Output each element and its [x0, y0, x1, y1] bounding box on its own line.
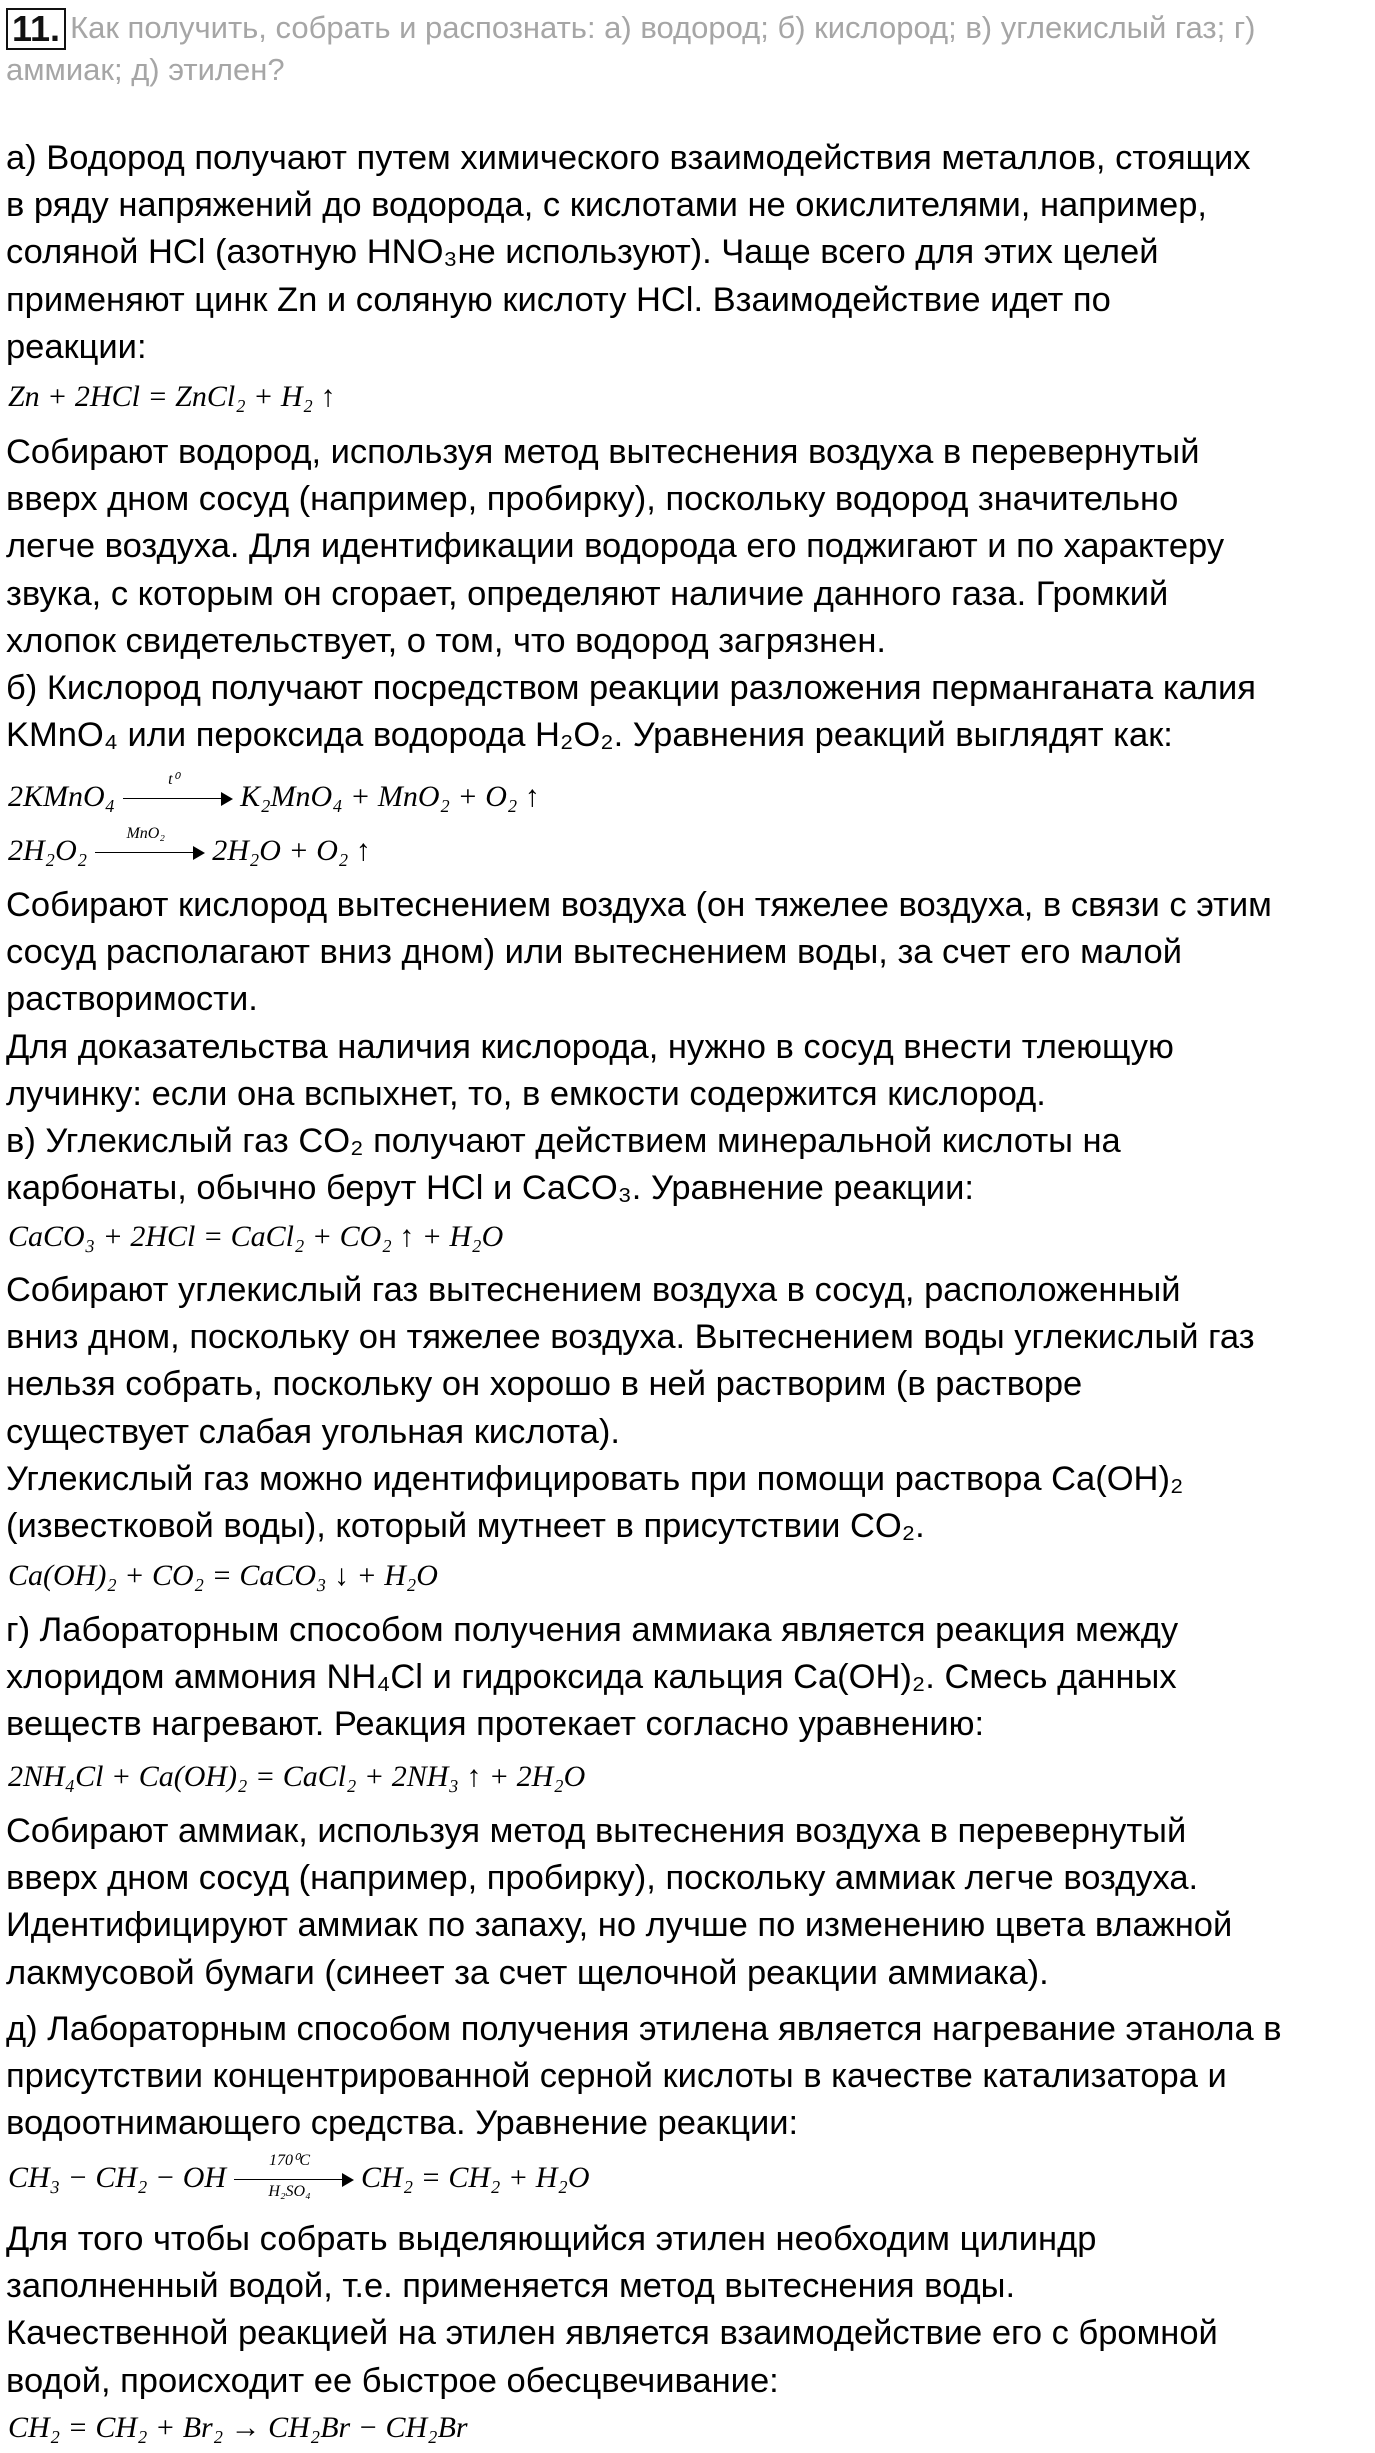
arrow-condition-below: H₂SO₄: [268, 2183, 311, 2201]
paragraph-ethylene-production: д) Лабораторным способом получения этилена является нагревание этанола в присутствии концентрированной серной кислоты в качестве катализатора и водоотнимающего средства. Уравнение реакции:: [6, 2010, 1282, 2143]
task-number: 11.: [6, 8, 66, 50]
equation-right: 2H₂O + O₂ ↑: [212, 834, 371, 867]
equation-left: 2H₂O₂: [8, 834, 88, 867]
equation-hydrogen: Zn + 2HCl = ZnCl₂ + H₂ ↑: [8, 380, 336, 413]
reaction-arrow: [234, 2152, 354, 2201]
task-question: Как получить, собрать и распознать: а) водород; б) кислород; в) углекислый газ; г) аммиак; д) этилен?: [6, 10, 1256, 87]
equation-left: CH₃ − CH₂ − OH: [8, 2161, 227, 2194]
arrow-condition-above: t⁰: [168, 771, 180, 789]
equation-right: K₂MnO₄ + MnO₂ + O₂ ↑: [240, 780, 540, 813]
equation-ethanol-dehydration: [8, 2152, 590, 2201]
equation-h2o2-decomposition: [8, 825, 371, 871]
paragraph-ethylene-collection: Для того чтобы собрать выделяющийся этилен необходим цилиндр заполненный водой, т.е. применяется метод вытеснения воды. Качественной реакцией на этилен является взаимодействие его с бромной водой, происходит ее быстрое обесцвечивание:: [6, 2220, 1218, 2400]
paragraph-hydrogen-production: а) Водород получают путем химического взаимодействия металлов, стоящих в ряду напряжений до водорода, с кислотами не окислителями, например, соляной HCl (азотную HNO₃не используют). Чаще всего для этих целей применяют цинк Zn и соляную кислоту HCl. Взаимодействие идет по реакции:: [6, 139, 1251, 366]
equation-right: CH₂ = CH₂ + H₂O: [361, 2161, 590, 2194]
paragraph-co2-collection: Собирают углекислый газ вытеснением воздуха в сосуд, расположенный вниз дном, поскольку он тяжелее воздуха. Вытеснением воды углекислый газ нельзя собрать, поскольку он хорошо в ней растворим (в растворе существует слабая угольная кислота). Углекислый газ можно идентифицировать при помощи раствора Ca(OH)₂ (известковой воды), который мутнеет в присутствии CO₂.: [6, 1271, 1255, 1546]
equation-limewater: Ca(OH)₂ + CO₂ = CaCO₃ ↓ + H₂O: [8, 1559, 438, 1592]
equation-kmno4-decomposition: [8, 771, 540, 817]
reaction-arrow: [123, 771, 233, 809]
equation-bromine-water: CH₂ = CH₂ + Br₂ → CH₂Br − CH₂Br: [8, 2411, 468, 2444]
reaction-arrow: [95, 825, 205, 863]
equation-ammonia: 2NH₄Cl + Ca(OH)₂ = CaCl₂ + 2NH₃ ↑ + 2H₂O: [8, 1760, 586, 1793]
arrow-condition-above: MnO₂: [126, 825, 165, 843]
paragraph-ammonia-production: г) Лабораторным способом получения аммиака является реакция между хлоридом аммония NH₄Cl и гидроксида кальция Ca(OH)₂. Смесь данных веществ нагревают. Реакция протекает согласно уравнению:: [6, 1611, 1179, 1744]
equation-left: 2KMnO₄: [8, 780, 116, 813]
paragraph-ammonia-collection: Собирают аммиак, используя метод вытеснения воздуха в перевернутый вверх дном сосуд (например, пробирку), поскольку аммиак легче воздуха. Идентифицируют аммиак по запаху, но лучше по изменению цвета влажной лакмусовой бумаги (синеет за счет щелочной реакции аммиака).: [6, 1812, 1233, 1992]
paragraph-oxygen-collection-co2-production: Собирают кислород вытеснением воздуха (он тяжелее воздуха, в связи с этим сосуд располагают вниз дном) или вытеснением воды, за счет его малой растворимости. Для доказательства наличия кислорода, нужно в сосуд внести тлеющую лучинку: если она вспыхнет, то, в емкости содержится кислород. в) Углекислый газ CO₂ получают действием минеральной кислоты на карбонаты, обычно берут HCl и CaCO₃. Уравнение реакции:: [6, 886, 1272, 1208]
task-header: [6, 8, 1366, 90]
paragraph-hydrogen-collection-oxygen-production: Собирают водород, используя метод вытеснения воздуха в перевернутый вверх дном сосуд (например, пробирку), поскольку водород значительно легче воздуха. Для идентификации водорода его поджигают и по характеру звука, с которым он сгорает, определяют наличие данного газа. Громкий хлопок свидетельствует, о том, что водород загрязнен. б) Кислород получают посредством реакции разложения перманганата калия KMnO₄ или пероксида водорода H₂O₂. Уравнения реакций выглядят как:: [6, 433, 1256, 755]
arrow-condition-above: 170⁰C: [268, 2152, 311, 2170]
equation-caco3-hcl: CaCO₃ + 2HCl = CaCl₂ + CO₂ ↑ + H₂O: [8, 1220, 504, 1253]
